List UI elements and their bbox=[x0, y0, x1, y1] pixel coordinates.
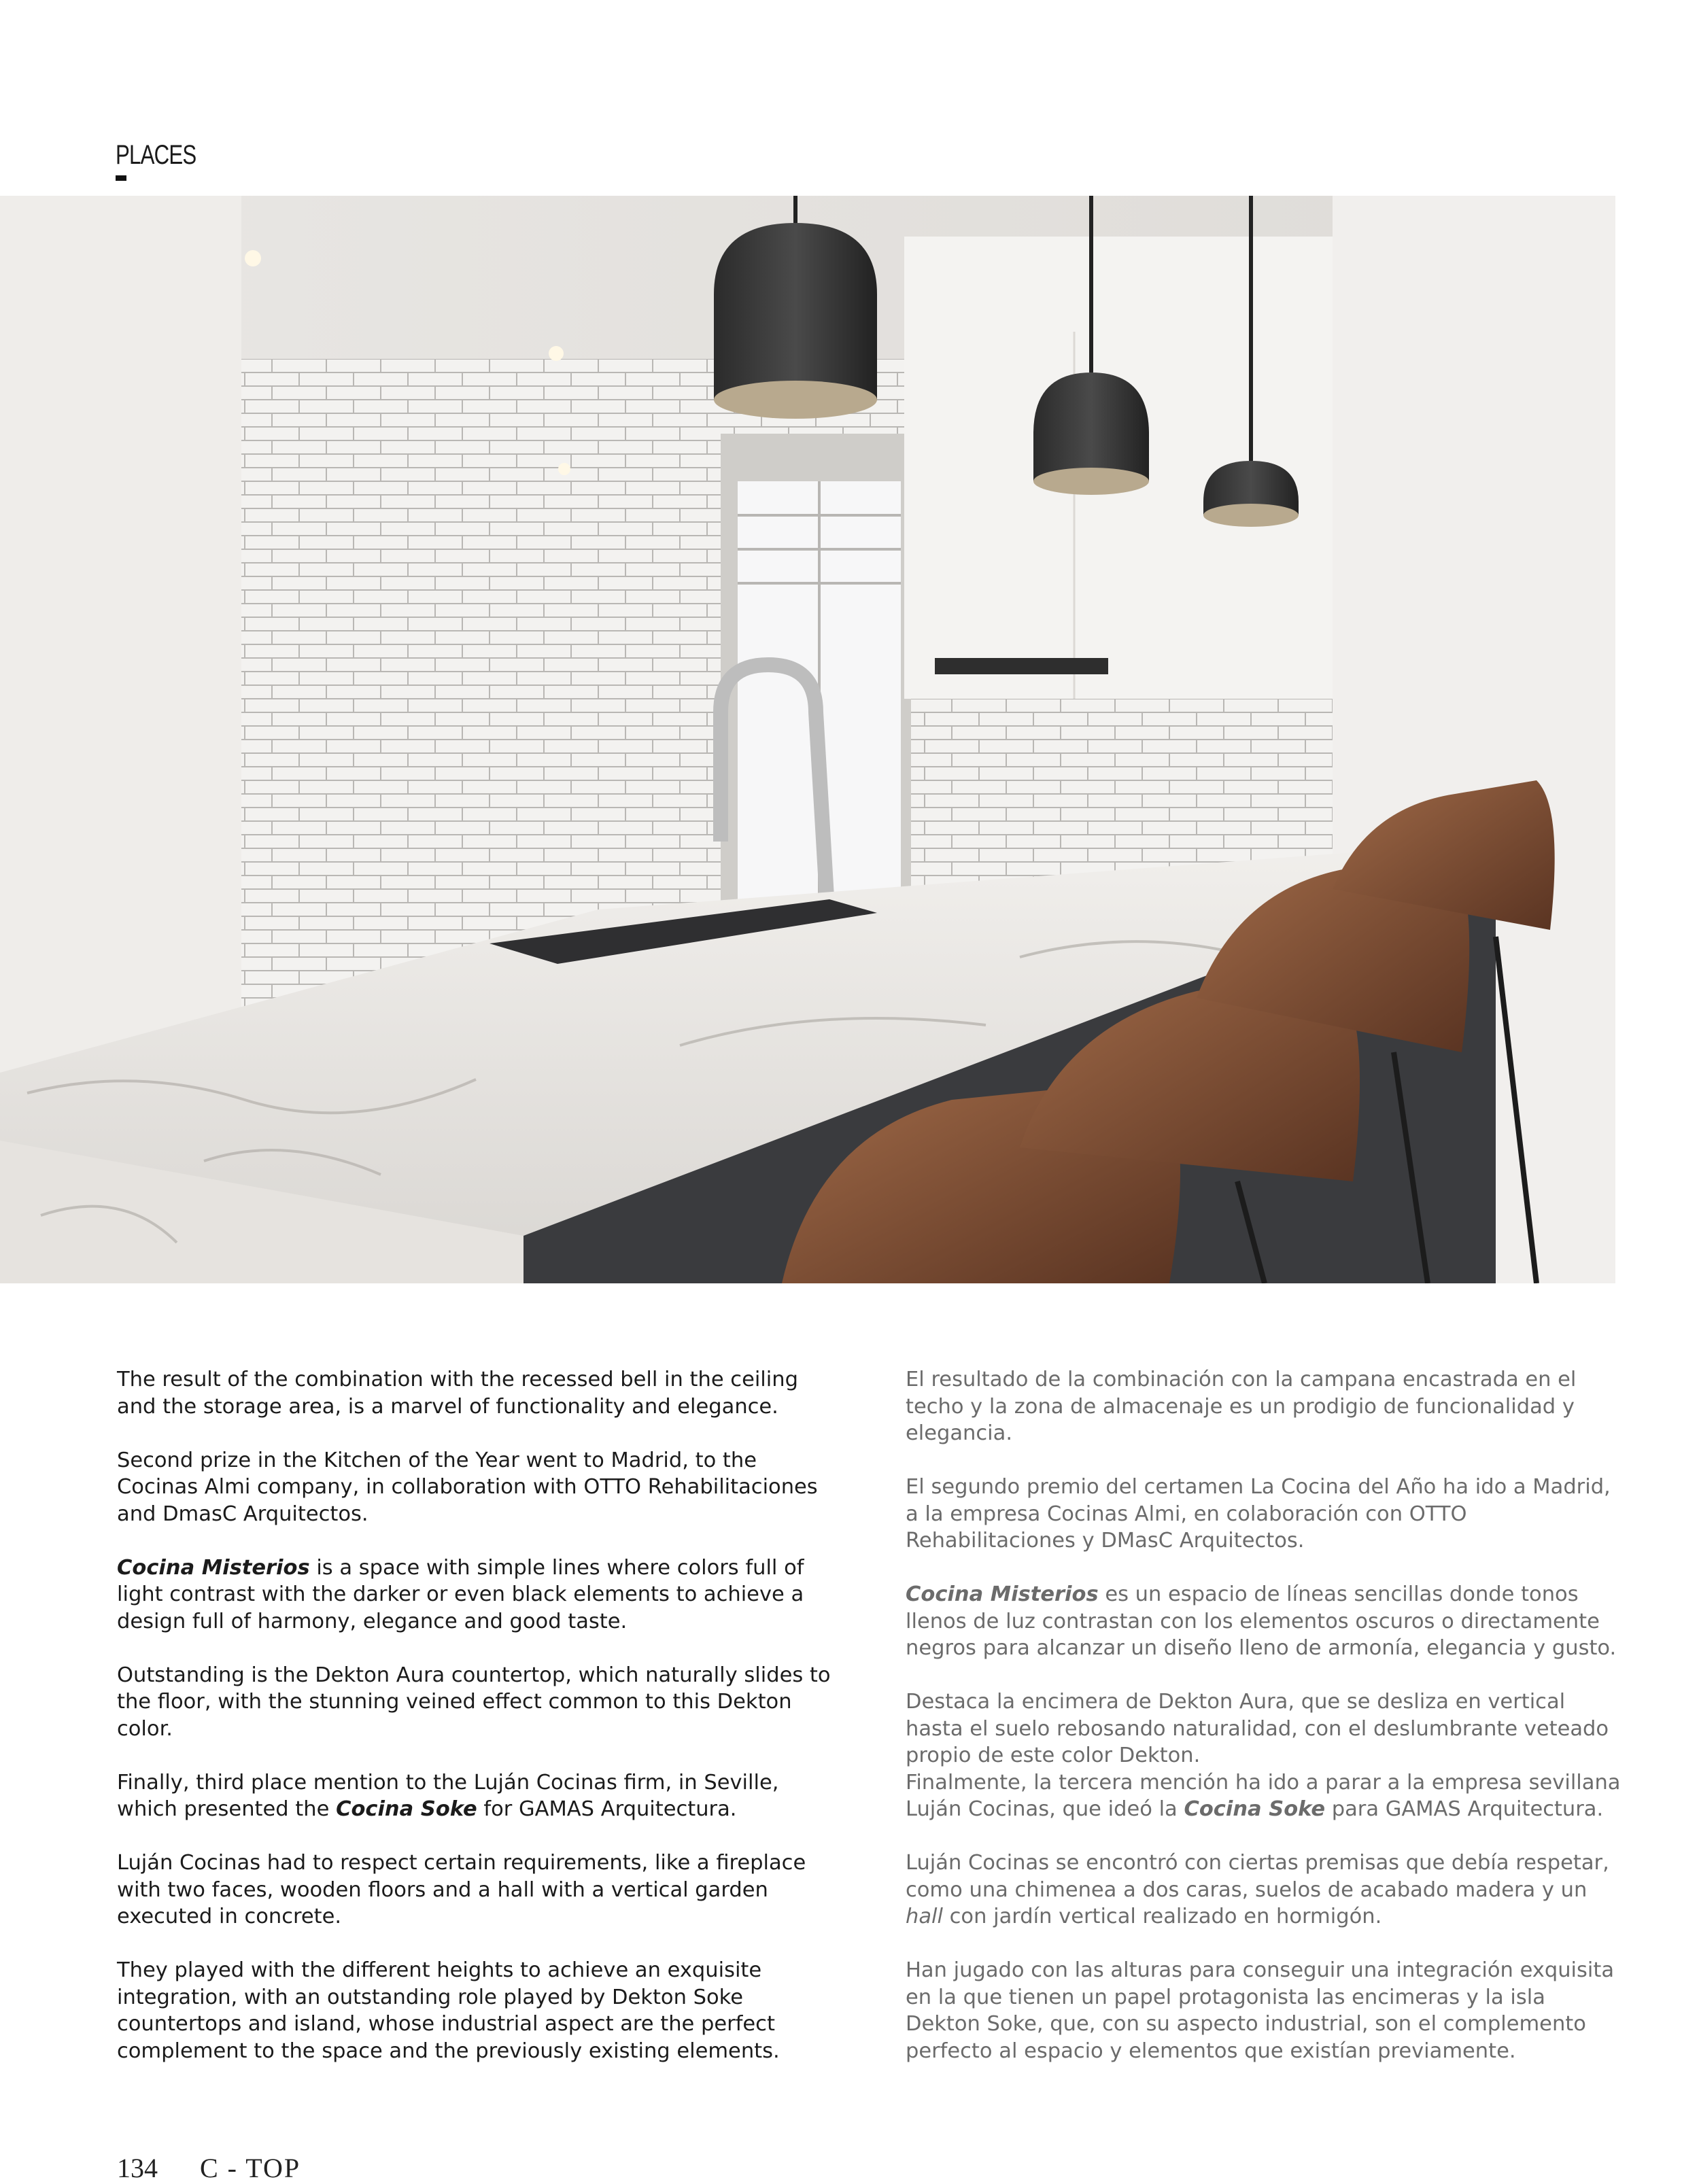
paragraph: Outstanding is the Dekton Aura countertop, which naturally slides to the floor, with the stunning veined effect common to this Dekton color. bbox=[117, 1663, 831, 1741]
italic-word: hall bbox=[906, 1905, 943, 1928]
paragraph-text: for GAMAS Arquitectura. bbox=[477, 1797, 737, 1821]
paragraph: Destaca la encimera de Dekton Aura, que se desliza en vertical hasta el suelo rebosando naturalidad, con el deslumbrante veteado propio de este color Dekton. bbox=[906, 1690, 1609, 1767]
paragraph: El segundo premio del certamen La Cocina del Año ha ido a Madrid, a la empresa Cocinas Almi, en colaboración con OTTO Rehabilitaciones y DMasC Arquitectos. bbox=[906, 1475, 1611, 1553]
paragraph-text: Luján Cocinas se encontró con ciertas premisas que debía respetar, como una chimenea a dos caras, suelos de acabado madera y un bbox=[906, 1851, 1609, 1902]
kitchen-name: Cocina Misterios bbox=[906, 1582, 1099, 1606]
paragraph: The result of the combination with the recessed bell in the ceiling and the storage area, is a marvel of functionality and elegance. bbox=[117, 1368, 798, 1419]
paragraph-text: is a space with simple lines where colors full of light contrast with the darker or even black elements to achieve a design full of harmony, elegance and good taste. bbox=[117, 1555, 804, 1633]
section-label-underline bbox=[116, 175, 126, 181]
paragraph: Han jugado con las alturas para conseguir una integración exquisita en la que tienen un papel protagonista las encimeras y la isla Dekton Soke, que, con su aspecto industrial, son el complemento perfecto al espacio y elementos que existían previamente. bbox=[906, 1958, 1615, 2063]
page-number: 134 bbox=[117, 2153, 158, 2183]
article-column-english bbox=[117, 1366, 838, 2092]
paragraph bbox=[117, 1769, 838, 1823]
publication-name: C - TOP bbox=[200, 2153, 301, 2183]
paragraph: Second prize in the Kitchen of the Year went to Madrid, to the Cocinas Almi company, in collaboration with OTTO Rehabilitaciones and DmasC Arquitectos. bbox=[117, 1448, 818, 1526]
article-column-spanish bbox=[906, 1366, 1626, 2092]
paragraph-text: es un espacio de líneas sencillas donde tonos llenos de luz contrastan con los elementos oscuros o directamente negros para alcanzar un diseño lleno de armonía, elegancia y gusto. bbox=[906, 1582, 1617, 1660]
paragraph-text: Finalmente, la tercera mención ha ido a parar a la empresa sevillana Luján Cocinas, que ideó la bbox=[906, 1770, 1621, 1821]
hero-image bbox=[0, 196, 1615, 1283]
paragraph bbox=[906, 1769, 1626, 1823]
paragraph: Luján Cocinas had to respect certain requirements, like a fireplace with two faces, wooden floors and a hall with a vertical garden executed in concrete. bbox=[117, 1851, 806, 1928]
paragraph bbox=[906, 1581, 1626, 1662]
kitchen-name: Cocina Soke bbox=[336, 1797, 477, 1821]
page-footer bbox=[117, 2152, 301, 2184]
kitchen-photo bbox=[0, 196, 1615, 1283]
paragraph bbox=[117, 1555, 838, 1635]
kitchen-name: Cocina Soke bbox=[1184, 1797, 1326, 1821]
paragraph: They played with the different heights to achieve an exquisite integration, with an outstanding role played by Dekton Soke countertops and island, whose industrial aspect are the perfect complement to the space and the previously existing elements. bbox=[117, 1958, 780, 2063]
paragraph bbox=[906, 1850, 1626, 1930]
paragraph-text: Finally, third place mention to the Luján Cocinas firm, in Seville, which presented the bbox=[117, 1770, 779, 1821]
section-label: PLACES bbox=[116, 140, 196, 170]
kitchen-name: Cocina Misterios bbox=[117, 1555, 310, 1580]
paragraph-text: con jardín vertical realizado en hormigón. bbox=[942, 1905, 1382, 1928]
paragraph-text: para GAMAS Arquitectura. bbox=[1325, 1797, 1604, 1821]
paragraph: El resultado de la combinación con la campana encastrada en el techo y la zona de almacenaje es un prodigio de funcionalidad y elegancia. bbox=[906, 1368, 1577, 1445]
